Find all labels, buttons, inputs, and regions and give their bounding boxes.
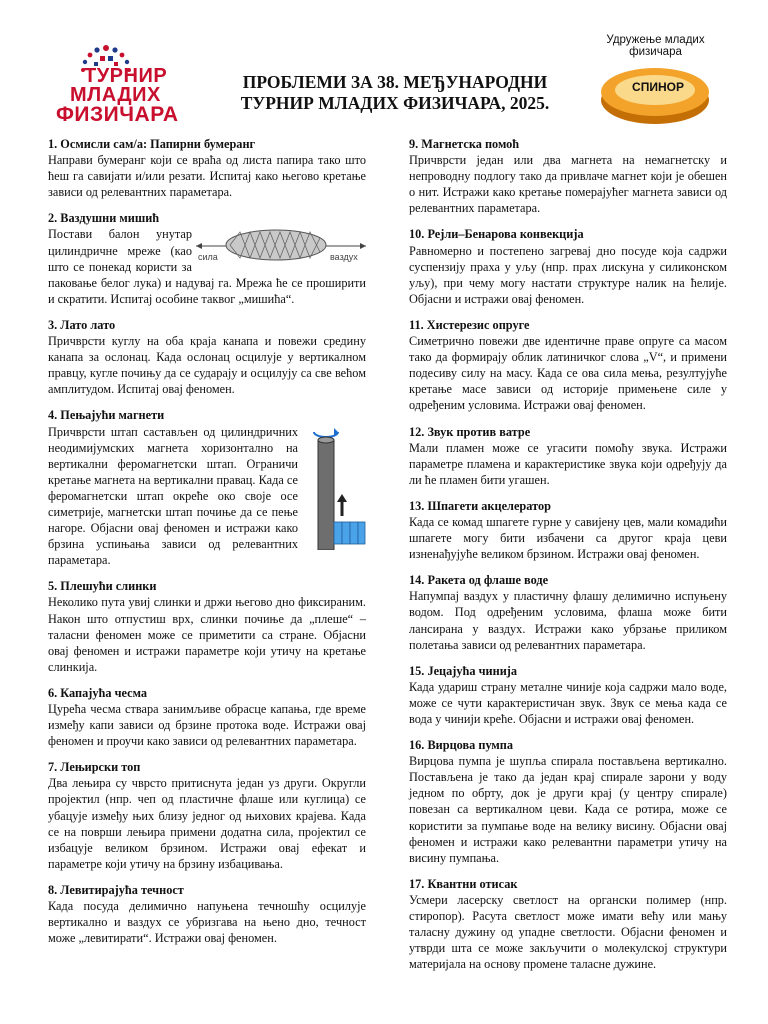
problem-text: Постави балон унутар цилиндричне мреже (као што се понекад користи за паковање белог лука) и надувај га. Мрежа ће се проширити и скратити. Испитај особине таквог „мишића“. — [48, 227, 366, 306]
problem-1 — [48, 136, 366, 200]
problem-title: 2. Ваздушни мишић — [48, 211, 160, 226]
problem-16 — [409, 737, 727, 866]
title-line1: ПРОБЛЕМИ ЗА 38. МЕЂУНАРОДНИ — [242, 72, 548, 92]
problem-13 — [409, 498, 727, 562]
problem-17 — [409, 876, 727, 973]
association-caption — [588, 34, 723, 58]
climbing-magnets-figure — [304, 424, 366, 550]
association-logo — [588, 34, 723, 134]
tournament-logo — [48, 40, 198, 130]
problem-title: 17. Квантни отисак — [409, 876, 518, 891]
title-line2: ТУРНИР МЛАДИХ ФИЗИЧАРА, 2025. — [240, 93, 550, 113]
problem-11 — [409, 317, 727, 414]
problem-9 — [409, 136, 727, 216]
association-caption-line2: физичара — [629, 46, 682, 58]
problem-text: Усмери ласерску светлост на органски полимер (нпр. стиропор). Расута светлост може имати већу или мању таласну дужину од упадне светлости. Објасни феномен и утврди шта се може закључити о молекулској структури материјала на основу промене таласне дужине. — [409, 892, 727, 972]
problem-text: Направи бумеранг који се враћа од листа папира тако што ћеш га савијати и/или резати. Испитај како његово кретање зависи од релевантних параметара. — [48, 153, 366, 200]
problem-text: Цурећа чесма ствара занимљиве обрасце капања, где време између капи зависи од брзине протока воде. Истражи овај феномен и проучи како зависи од релевантних параметара. — [48, 702, 366, 749]
problem-title: 4. Пењајући магнети — [48, 408, 165, 423]
problem-10 — [409, 226, 727, 306]
problem-15 — [409, 663, 727, 727]
problem-title: 7. Лењирски топ — [48, 760, 141, 775]
problem-title: 12. Звук против ватре — [409, 424, 531, 439]
problem-title: 13. Шпагети акцелератор — [409, 498, 551, 513]
problem-6 — [48, 685, 366, 749]
problem-14 — [409, 572, 727, 652]
problem-title: 5. Плешући слинки — [48, 579, 157, 594]
problem-text: Када удариш страну металне чиније која садржи мало воде, може се чути карактеристичан звук. Звук се мења када се вода у чинији креће. Објасни и истражи овај феномен. — [409, 679, 727, 726]
problem-title: 1. Осмисли сам/а: Папирни бумеранг — [48, 137, 256, 151]
problem-title: 11. Хистерезис опруге — [409, 317, 530, 332]
problem-title: 14. Ракета од флаше воде — [409, 573, 549, 588]
problem-text: Причврсти један или два магнета на немагнетску и непроводну подлогу тако да привлаче магнет који је обешен о нит. Истражи како кретање померајућег магнета зависи од релевантних параметара. — [409, 153, 727, 216]
problem-title: 9. Магнетска помоћ — [409, 137, 520, 151]
problem-12 — [409, 424, 727, 488]
problem-title: 16. Вирцова пумпа — [409, 738, 514, 753]
page-header — [0, 0, 768, 130]
problem-text: Причврсти куглу на оба краја канапа и повежи средину канапа за ослонац. Када ослонац осцилује у вертикалном правцу, кугле почињу да се сударају и осцилују са све већом амплитудом. Испитај овај феномен. — [48, 334, 366, 397]
logo-text-line2: МЛАДИХ — [70, 84, 161, 106]
problem-title: 8. Левитирајућа течност — [48, 882, 184, 897]
figure-label-air: ваздух — [330, 252, 358, 263]
figure-label-force: сила — [198, 252, 218, 263]
problem-2 — [48, 210, 366, 307]
problem-text: Напумпај ваздух у пластичну флашу делимично испуњену водом. Под одређеним условима, флаша може бити лансирана у ваздух. Истражи како убрзање приликом полетања зависи од релевантних параметара. — [409, 589, 727, 652]
problem-text: Причврсти штап састављен од цилиндричних неодимијумских магнета хоризонтално на вертикални феромагнетски штап. Ограничи кретање магнета на вертикални правац. Када се феромагнетски штап окреће око своје осе симетрије, магнетски штап почиње да се пење нагоре. Објасни овај феномен и истражи како брзина успињања зависи од релевантних параметара. — [48, 424, 298, 568]
air-muscle-figure — [196, 226, 366, 264]
problem-5 — [48, 578, 366, 675]
problem-8 — [48, 882, 366, 946]
problems-column-left — [48, 136, 366, 956]
problem-title: 3. Лато лато — [48, 317, 116, 332]
problem-title: 10. Рејли–Бенарова конвекција — [409, 227, 584, 242]
problem-4 — [48, 407, 366, 568]
page-title — [200, 72, 590, 114]
logo-text-line3: ФИЗИЧАРА — [56, 103, 179, 126]
problem-text: Када се комад шпагете гурне у савијену цев, мали комадићи шпагете могу бити избачени са другог краја цеви изненађујуће великом брзином. Истражи овај феномен. — [409, 514, 727, 562]
problem-text: Мали пламен може се угасити помоћу звука. Истражи параметре пламена и карактеристике звука који одређују да ли ће пламен бити угашен. — [409, 440, 727, 487]
problem-text: Неколико пута увиј слинки и држи његово дно фиксираним. Након што отпустиш врх, слинки почиње да „плеше“ – таласни феномен може се приметити са стране. Објасни овај феномен и истражи параметре који утичу на кретање слинкија. — [48, 595, 366, 674]
problem-title: 15. Јецајућа чинија — [409, 663, 518, 678]
problem-text: Равномерно и постепено загревај дно посуде која садржи суспензију праха у уљу (нпр. прах лискуна у силиконском уљу), при чему могу настати структуре налик на ћелије. Објасни и истражи овај феномен. — [409, 243, 727, 306]
problem-text: Када посуда делимично напуњена течношћу осцилује вертикално и ваздух се убризгава на њено дно, течност може „левитирати“. Истражи овај феномен. — [48, 899, 366, 946]
association-caption-line1: Удружење младих — [606, 34, 705, 46]
problem-title: 6. Капајућа чесма — [48, 685, 148, 700]
problem-3 — [48, 317, 366, 397]
problem-text: Вирцова пумпа је шупља спирала постављена вертикално. Постављена је тако да један крај спирале зарони у воду једном по обрту, док је други крај (у центру спирале) повезан са вертикалном цеви. Када се ротира, може се користити за пумпање воде на велику висину. Објасни овај феномен и истражи како релевантни параметри утичу на висину пумпања. — [409, 754, 727, 865]
problem-text: Симетрично повежи две идентичне праве опруге са масом тако да формирају облик латиничког слова „V“, и примени подесиву силу на масу. Када се ова сила мења, резултујуће кретање масе зависи од историје примењене силе у одређеним условима. Истражи овај феномен. — [409, 334, 727, 413]
association-name: СПИНОР — [632, 80, 684, 94]
logo-text-line1: ТУРНИР — [84, 65, 168, 87]
problem-text: Два лењира су чврсто притиснута један уз други. Округли пројектил (нпр. чеп од пластичне флаше или куглица) се убацује између њих близу једног од њихових крајева. Када се на површи лењира примени додатна сила, пројектил се избацује великом брзином. Истражи овај ефекат и параметре који утичу на брзину избацивања. — [48, 776, 366, 871]
problems-column-right — [409, 136, 727, 982]
problem-7 — [48, 759, 366, 872]
